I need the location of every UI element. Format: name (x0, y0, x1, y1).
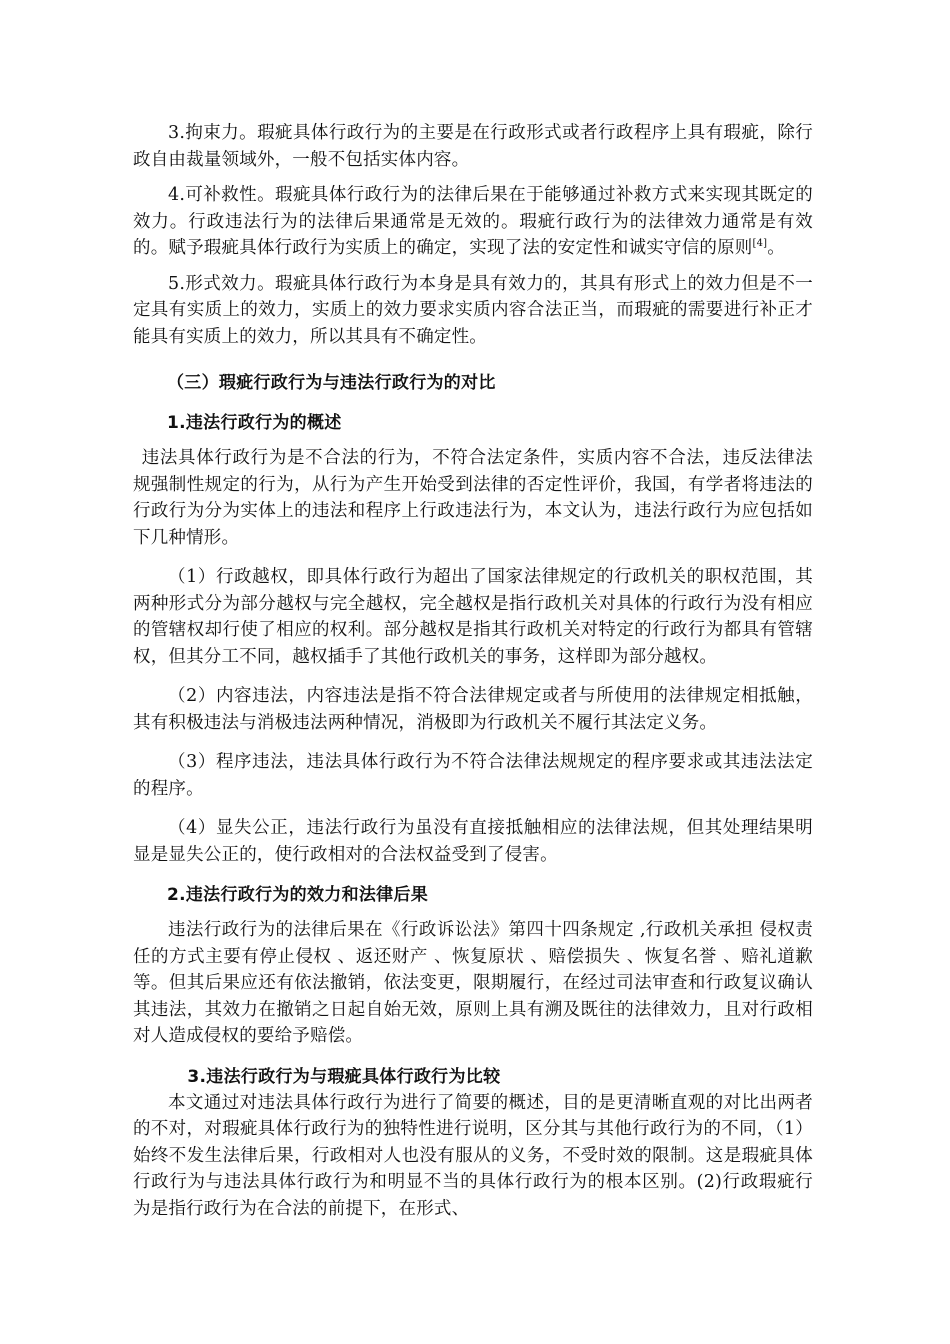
subheading-effect: 2.违法行政行为的效力和法律后果 (167, 885, 429, 905)
paragraph-overreach: （1）行政越权，即具体行政行为超出了国家法律规定的行政机关的职权范围，其两种形式分为部分越权与完全越权，完全越权是指行政机关对具体的行政行为没有相应的管辖权却行使了相应的权利。部分越权是指其行政机关对特定的行政行为都具有管辖权，但其分工不同，越权插手了其他行政机关的事务，这样即为部分越权。 (133, 567, 813, 667)
subheading-compare: 3.违法行政行为与瑕疵具体行政行为比较 (187, 1066, 501, 1087)
subheading-overview: 1.违法行政行为的概述 (167, 413, 342, 433)
paragraph-binding-force: 3.拘束力。瑕疵具体行政行为的主要是在行政形式或者行政程序上具有瑕疵，除行政自由裁量领域外，一般不包括实体内容。 (133, 123, 813, 170)
paragraph-remediability (133, 182, 813, 262)
citation-ref: [4] (752, 238, 768, 250)
paragraph-procedure-illegal: （3）程序违法，违法具体行政行为不符合法律法规规定的程序要求或其违法法定的程序。 (133, 752, 813, 799)
paragraph-compare: 本文通过对违法具体行政行为进行了简要的概述，目的是更清晰直观的对比出两者的不对，对瑕疵具体行政行为的独特性进行说明，区分其与其他行政行为的不同，（1）始终不发生法律后果，行政相对人也没有服从的义务，不受时效的限制。这是瑕疵具体行政行为与违法具体行政行为和明显不当的具体行政行为的根本区别。(2)行政瑕疵行为是指行政行为在合法的前提下，在形式、 (133, 1092, 813, 1219)
paragraph-legal-consequence: 违法行政行为的法律后果在《行政诉讼法》第四十四条规定 ,行政机关承担 侵权责任的方式主要有停止侵权 、返还财产 、恢复原状 、赔偿损失 、恢复名誉 、赔礼道歉等。但其后果应还有依法撤销，依法变更，限期履行，在经过司法审查和行政复议确认其违法，其效力在撤销之日起自始无效，原则上具有溯及既往的法律效力，且对行政相对人造成侵权的要给予赔偿。 (133, 920, 813, 1046)
document-page (133, 120, 813, 1222)
paragraph-remediability-text: 4.可补救性。瑕疵具体行政行为的法律后果在于能够通过补救方式来实现其既定的效力。行政违法行为的法律后果通常是无效的。瑕疵行政行为的法律效力通常是有效的。赋予瑕疵具体行政行为实质上的确定，实现了法的安定性和诚实守信的原则 (133, 185, 813, 258)
paragraph-content-illegal: （2）内容违法，内容违法是指不符合法律规定或者与所使用的法律规定相抵触，其有积极违法与消极违法两种情况，消极即为行政机关不履行其法定义务。 (133, 686, 813, 733)
paragraph-unfair: （4）显失公正，违法行政行为虽没有直接抵触相应的法律法规，但其处理结果明显是显失公正的，使行政相对的合法权益受到了侵害。 (133, 818, 813, 865)
paragraph-formal-effect: 5.形式效力。瑕疵具体行政行为本身是具有效力的，其具有形式上的效力但是不一定具有实质上的效力，实质上的效力要求实质内容合法正当，而瑕疵的需要进行补正才能具有实质上的效力，所以其具有不确定性。 (133, 273, 813, 347)
paragraph-illegal-overview: 违法具体行政行为是不合法的行为，不符合法定条件，实质内容不合法，违反法律法规强制性规定的行为，从行为产生开始受到法律的否定性评价，我国，有学者将违法的行政行为分为实体上的违法和程序上行政违法行为，本文认为，违法行政行为应包括如下几种情形。 (133, 448, 813, 548)
paragraph-remediability-end: 。 (767, 238, 785, 258)
section-heading-comparison: （三）瑕疵行政行为与违法行政行为的对比 (167, 373, 496, 393)
